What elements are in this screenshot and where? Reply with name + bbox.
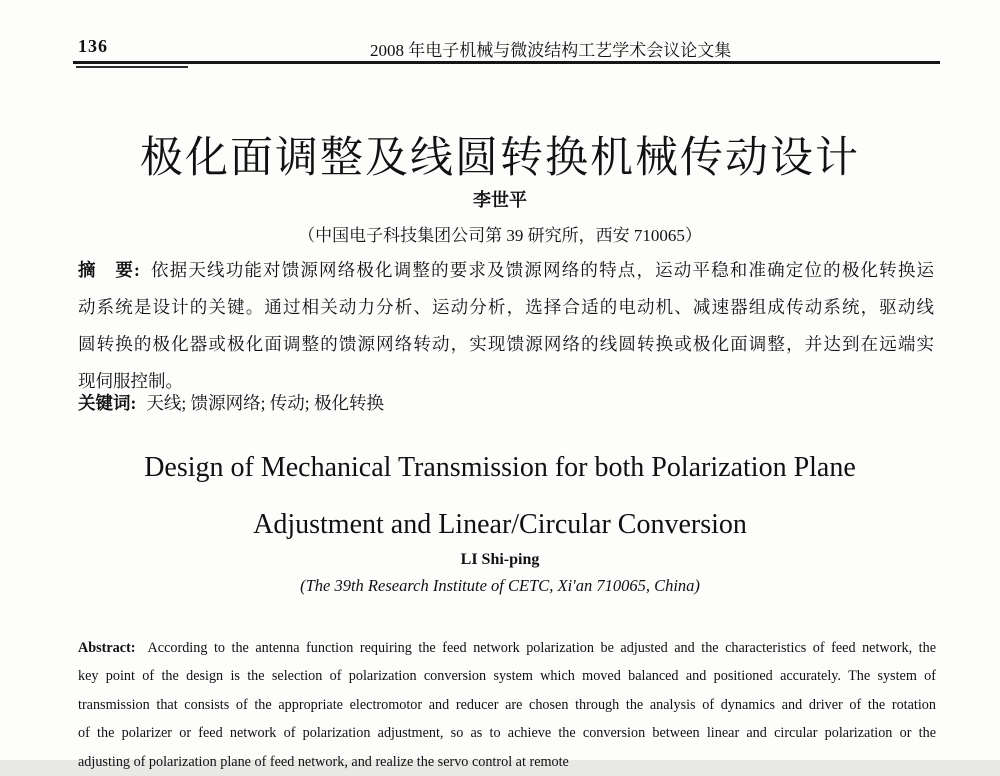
header-rule-left-segment (76, 66, 188, 68)
abstract-en-line (78, 634, 936, 662)
journal-header-title: 2008 年电子机械与微波结构工艺学术会议论文集 (370, 41, 732, 60)
abstract-en-text: According to the antenna function requiring the feed network polarization be adjusted and the characteristics of feed network, the (147, 640, 936, 656)
abstract-en-line: of the polarizer or feed network of polarization adjustment, so as to achieve the conversion between linear and circular polarization or the (78, 725, 936, 742)
paper-title-en-line1: Design of Mechanical Transmission for both Polarization Plane (144, 452, 856, 483)
author-zh: 李世平 (473, 190, 527, 210)
abstract-zh (78, 252, 934, 400)
abstract-zh-text: 依据天线功能对馈源网络极化调整的要求及馈源网络的特点，运动平稳和准确定位的极化转换运 (149, 260, 935, 280)
abstract-zh-label: 摘 要: (78, 260, 140, 280)
abstract-zh-line: 现伺服控制。 (78, 371, 183, 391)
header-rule (73, 61, 940, 64)
page-number: 136 (78, 36, 108, 56)
abstract-en-line: transmission that consists of the appropriate electromotor and reducer are chosen through the analysis of dynamics and driver of the rotation (78, 696, 936, 713)
affiliation-en: (The 39th Research Institute of CETC, Xi'an 710065, China) (300, 576, 700, 595)
affiliation-zh: （中国电子科技集团公司第 39 研究所，西安 710065） (298, 226, 702, 245)
abstract-en (78, 634, 936, 776)
keywords-zh-text: 天线; 馈源网络; 传动; 极化转换 (146, 393, 385, 413)
abstract-en-line-clipped: adjusting of polarization plane of feed network, and realize the servo control at remote (78, 753, 569, 770)
abstract-en-label: Abstract: (78, 640, 136, 656)
paper-title-en-line2: Adjustment and Linear/Circular Conversion (253, 509, 747, 540)
keywords-zh-label: 关键词: (78, 393, 137, 413)
abstract-zh-line (78, 252, 934, 289)
abstract-zh-line: 圆转换的极化器或极化面调整的馈源网络转动，实现馈源网络的线圆转换或极化面调整，并达到在远端实 (78, 334, 934, 354)
abstract-zh-line: 动系统是设计的关键。通过相关动力分析、运动分析，选择合适的电动机、减速器组成传动系统，驱动线 (78, 297, 934, 317)
author-en: LI Shi-ping (460, 551, 540, 568)
paper-title-zh: 极化面调整及线圆转换机械传动设计 (140, 135, 860, 182)
keywords-zh (78, 385, 934, 422)
abstract-en-line: key point of the design is the selection of polarization conversion system which moved balanced and positioned accurately. The system of (78, 668, 936, 685)
